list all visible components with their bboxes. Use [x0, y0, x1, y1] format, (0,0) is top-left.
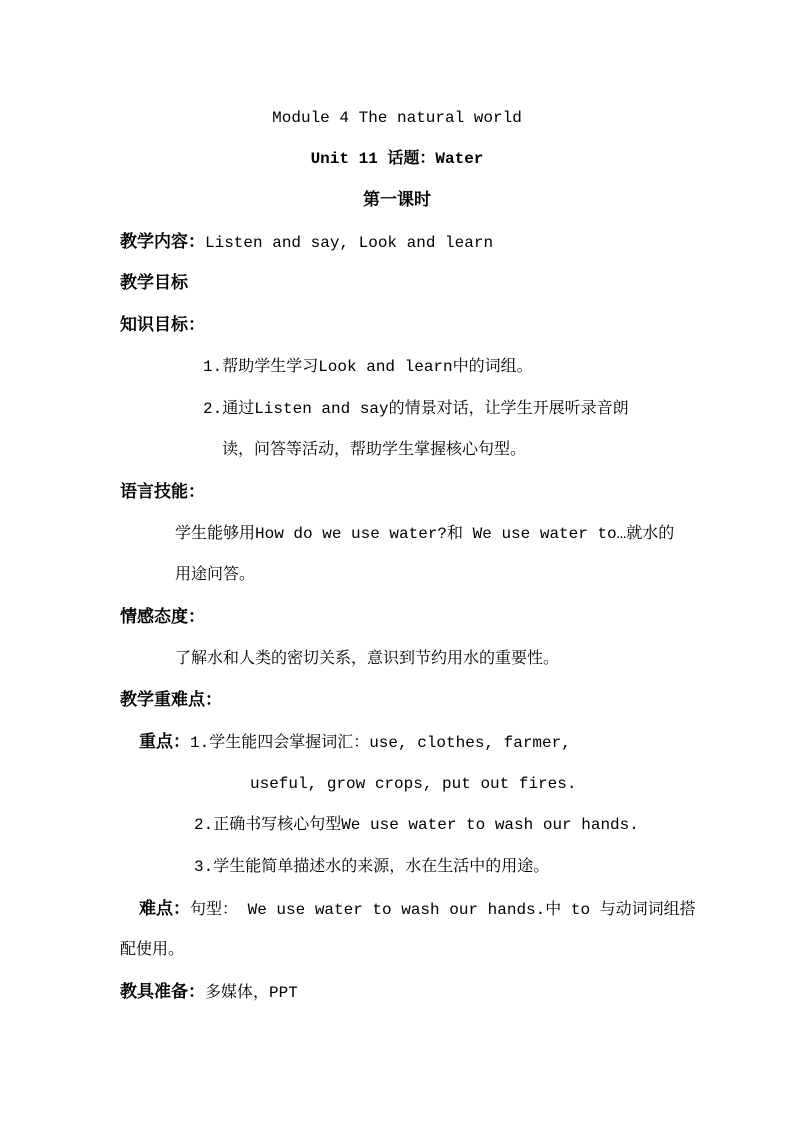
language-line-2: 用途问答。: [175, 566, 256, 584]
lesson-title: 第一课时: [363, 190, 431, 210]
difficulty-line-1: 句型： We use water to wash our hands.中 to 与动词词组搭: [190, 901, 696, 919]
attitude-text: 了解水和人类的密切关系，意识到节约用水的重要性。: [175, 650, 560, 668]
focus-item-1-line-1: 1.学生能四会掌握词汇：use, clothes, farmer,: [190, 734, 571, 752]
unit-title: Unit 11 话题：Water: [310, 150, 484, 168]
language-heading: 语言技能：: [120, 482, 205, 502]
content-text: Listen and say, Look and learn: [205, 234, 494, 252]
focus-item-1-line-2: useful, grow crops, put out fires.: [250, 775, 577, 793]
knowledge-item-2-line-2: 读，问答等活动，帮助学生掌握核心句型。: [222, 441, 527, 459]
attitude-heading: 情感态度：: [120, 607, 205, 627]
difficulty-line-2: 配使用。: [120, 941, 185, 959]
key-points-heading: 教学重难点：: [120, 690, 222, 710]
tools-label: 教具准备：: [120, 982, 205, 1002]
knowledge-item-2-line-1: 2.通过Listen and say的情景对话，让学生开展听录音朗: [203, 400, 629, 418]
tools-row: [120, 980, 298, 1005]
knowledge-item-1: 1.帮助学生学习Look and learn中的词组。: [203, 358, 533, 376]
content-label: 教学内容：: [120, 232, 205, 252]
content-row: [120, 230, 493, 255]
focus-item-3: 3.学生能简单描述水的来源，水在生活中的用途。: [194, 858, 550, 876]
tools-text: 多媒体，PPT: [205, 984, 298, 1002]
difficulty-row: [139, 897, 696, 922]
difficulty-label: 难点：: [139, 899, 190, 919]
objectives-heading: 教学目标: [120, 273, 188, 293]
module-title: Module 4 The natural world: [272, 109, 522, 127]
focus-item-2: 2.正确书写核心句型We use water to wash our hands.: [194, 816, 639, 834]
knowledge-heading: 知识目标：: [120, 315, 205, 335]
language-line-1: 学生能够用How do we use water?和 We use water to…就水的: [175, 525, 675, 543]
focus-label: 重点：: [139, 732, 190, 752]
focus-row-1: [139, 730, 571, 755]
